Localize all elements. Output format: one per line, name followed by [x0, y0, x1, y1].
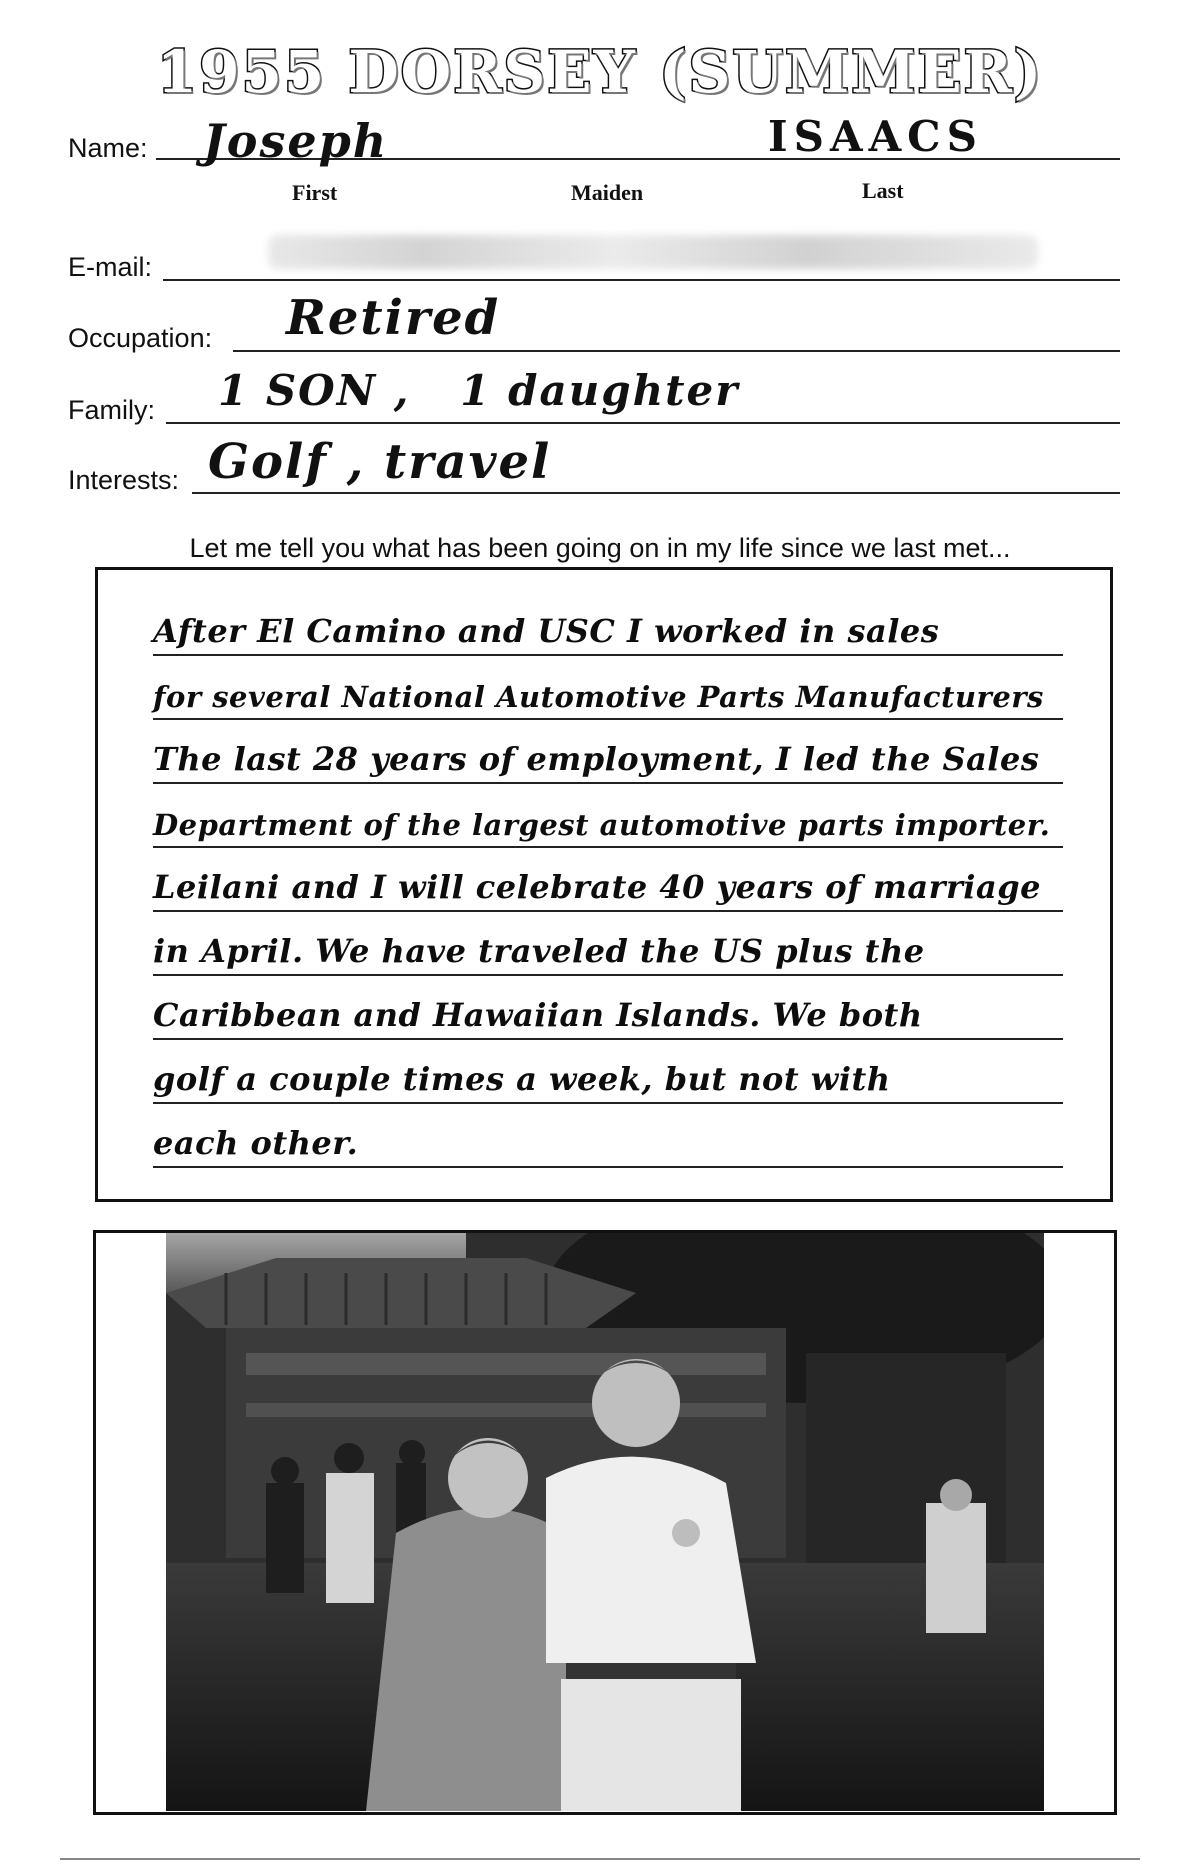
last-caption: Last: [862, 178, 904, 203]
occupation-line: [233, 350, 1120, 352]
email-line: [163, 279, 1120, 281]
last-name-value: ISAACS: [768, 112, 983, 161]
email-label: E-mail:: [68, 252, 153, 282]
interests-line: [192, 492, 1120, 494]
email-row: [68, 225, 1120, 285]
page-title: 1955 DORSEY (SUMMER): [156, 38, 1044, 106]
story-line: [153, 782, 1063, 848]
story-line: [153, 654, 1063, 720]
page-bottom-rule: [60, 1858, 1140, 1860]
story-text: for several National Automotive Parts Manufacturers: [153, 680, 1044, 714]
story-line: [153, 974, 1063, 1040]
photo: [166, 1233, 1044, 1811]
interests-row: [68, 434, 1120, 498]
story-line: [153, 846, 1063, 912]
interests-label: Interests:: [68, 465, 180, 495]
photo-frame: [93, 1230, 1117, 1815]
story-text: Caribbean and Hawaiian Islands. We both: [153, 996, 923, 1034]
story-text: each other.: [153, 1124, 359, 1162]
story-line: [153, 1038, 1063, 1104]
family-value: 1 SON , 1 daughter: [218, 366, 740, 415]
name-row: [68, 112, 1120, 180]
interests-value: Golf , travel: [208, 434, 552, 490]
email-redaction: [268, 235, 1038, 269]
story-box: [95, 567, 1113, 1202]
story-text: After El Camino and USC I worked in sales: [153, 612, 940, 650]
family-label: Family:: [68, 395, 155, 425]
photo-image: [166, 1233, 1044, 1811]
occupation-row: [68, 290, 1120, 356]
occupation-label: Occupation:: [68, 323, 213, 353]
story-text: Leilani and I will celebrate 40 years of marriage: [153, 868, 1041, 906]
story-line: [153, 718, 1063, 784]
first-caption: First: [292, 180, 338, 205]
story-text: in April. We have traveled the US plus the: [153, 932, 925, 970]
story-text: Department of the largest automotive parts importer.: [153, 808, 1051, 842]
name-label: Name:: [68, 133, 148, 163]
family-line: [166, 422, 1120, 424]
first-name-value: Joseph: [203, 114, 389, 168]
occupation-value: Retired: [286, 290, 501, 346]
intro-text: Let me tell you what has been going on in my life since we last met...: [189, 533, 1011, 563]
maiden-caption: Maiden: [571, 180, 644, 205]
story-text: The last 28 years of employment, I led the Sales: [153, 740, 1040, 778]
family-row: [68, 368, 1120, 428]
story-line: [153, 590, 1063, 656]
story-line: [153, 910, 1063, 976]
story-text: golf a couple times a week, but not with: [153, 1060, 891, 1098]
story-line: [153, 1102, 1063, 1168]
